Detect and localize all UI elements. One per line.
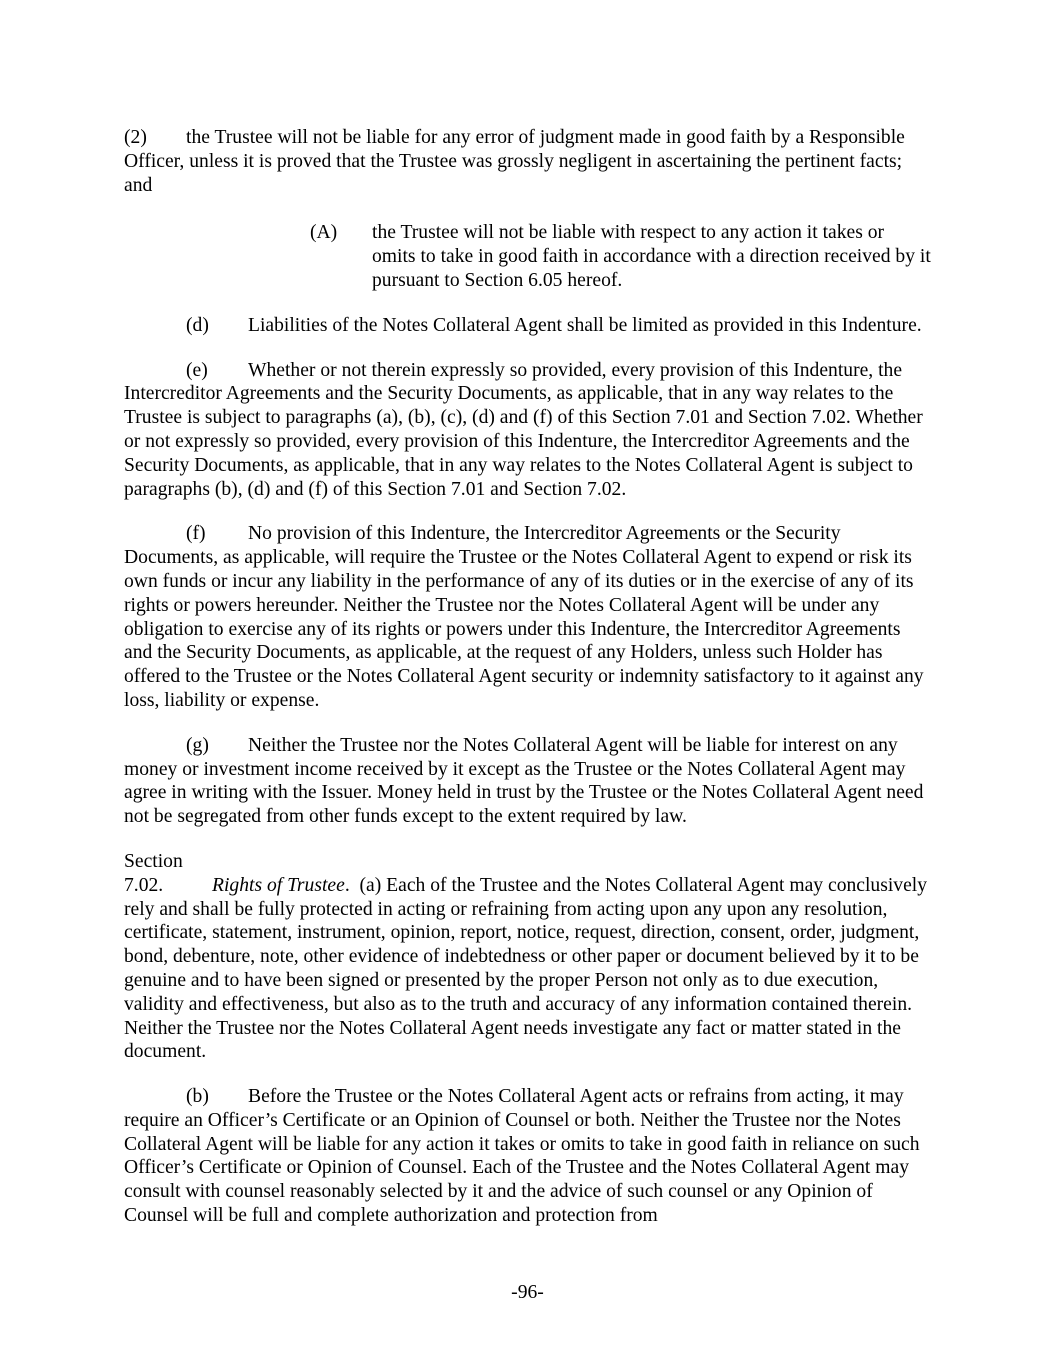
clause-number: (b): [186, 1086, 209, 1108]
clause-number: (g): [186, 734, 209, 756]
clause-text: the Trustee will not be liable for any error of judgment made in good faith by a Responsible Officer, unless it is proved that the Trustee was grossly negligent in ascertaining the pertinent facts; and: [124, 127, 905, 196]
section-number: Section 7.02.: [124, 850, 183, 896]
section-title-punct: .: [344, 874, 350, 896]
clause-A: [124, 221, 932, 292]
clause-d: [124, 314, 932, 338]
clause-number: (A): [310, 222, 338, 244]
section-text: (a) Each of the Trustee and the Notes Collateral Agent may conclusively rely and shall be fully protected in acting or refraining from acting upon any upon any resolution, certificate, statement, instrument, opinion, report, notice, request, direction, consent, order, judgment, bond, debenture, note, other evidence of indebtedness or other paper or document believed by it to be genuine and to have been signed or presented by the proper Person not only as to due execution, validity and effectiveness, but also as to the truth and accuracy of any information contained therein. Neither the Trustee nor the Notes Collateral Agent needs investigate any fact or matter stated in the document.: [124, 874, 928, 1063]
clause-text: Whether or not therein expressly so provided, every provision of this Indenture, the Intercreditor Agreements and the Security Documents, as applicable, that in any way relates to the Trustee is subject to paragraphs (a), (b), (c), (d) and (f) of this Section 7.01 and Section 7.02. Whether or not expressly so provided, every provision of this Indenture, the Intercreditor Agreements and the Security Documents, as applicable, that in any way relates to the Notes Collateral Agent is subject to paragraphs (b), (d) and (f) of this Section 7.01 and Section 7.02.: [124, 359, 923, 500]
clause-f: [124, 522, 932, 712]
clause-number: (f): [186, 523, 206, 545]
clause-text: Before the Trustee or the Notes Collateral Agent acts or refrains from acting, it may require an Officer’s Certificate or an Opinion of Counsel or both. Neither the Trustee nor the Notes Collateral Agent will be liable for any action it takes or omits to take in good faith in reliance on such Officer’s Certificate or Opinion of Counsel. Each of the Trustee and the Notes Collateral Agent may consult with counsel reasonably selected by it and the advice of such counsel or any Opinion of Counsel will be full and complete authorization and protection from: [124, 1086, 920, 1227]
clause-text: Neither the Trustee nor the Notes Collateral Agent will be liable for interest on any money or investment income received by it except as the Trustee or the Notes Collateral Agent may agree in writing with the Issuer. Money held in trust by the Trustee or the Notes Collateral Agent need not be segregated from other funds except to the extent required by law.: [124, 734, 924, 828]
clause-number: (2): [124, 127, 147, 148]
section-title: Rights of Trustee: [212, 874, 345, 896]
clause-number: (d): [186, 314, 209, 336]
clause-b: [124, 1085, 932, 1228]
clause-text: the Trustee will not be liable with respect to any action it takes or omits to take in good faith in accordance with a direction received by it pursuant to Section 6.05 hereof.: [372, 222, 931, 291]
clause-text: No provision of this Indenture, the Intercreditor Agreements or the Security Documents, as applicable, will require the Trustee or the Notes Collateral Agent to expend or risk its own funds or incur any liability in the performance of any of its duties or in the exercise of any of its rights or powers hereunder. Neither the Trustee nor the Notes Collateral Agent will be under any obligation to exercise any of its rights or powers under this Indenture, the Intercreditor Agreements and the Security Documents, as applicable, at the request of any Holders, unless such Holder has offered to the Trustee or the Notes Collateral Agent security or indemnity satisfactory to it against any loss, liability or expense.: [124, 523, 924, 711]
clause-2: [124, 126, 932, 197]
clause-g: [124, 734, 932, 829]
page-number: -96-: [511, 1282, 544, 1303]
document-body: [124, 126, 932, 1228]
clause-text: Liabilities of the Notes Collateral Agent shall be limited as provided in this Indenture.: [248, 314, 922, 336]
clause-e: [124, 359, 932, 502]
clause-number: (e): [186, 359, 208, 381]
section-7-02: [124, 850, 932, 1064]
